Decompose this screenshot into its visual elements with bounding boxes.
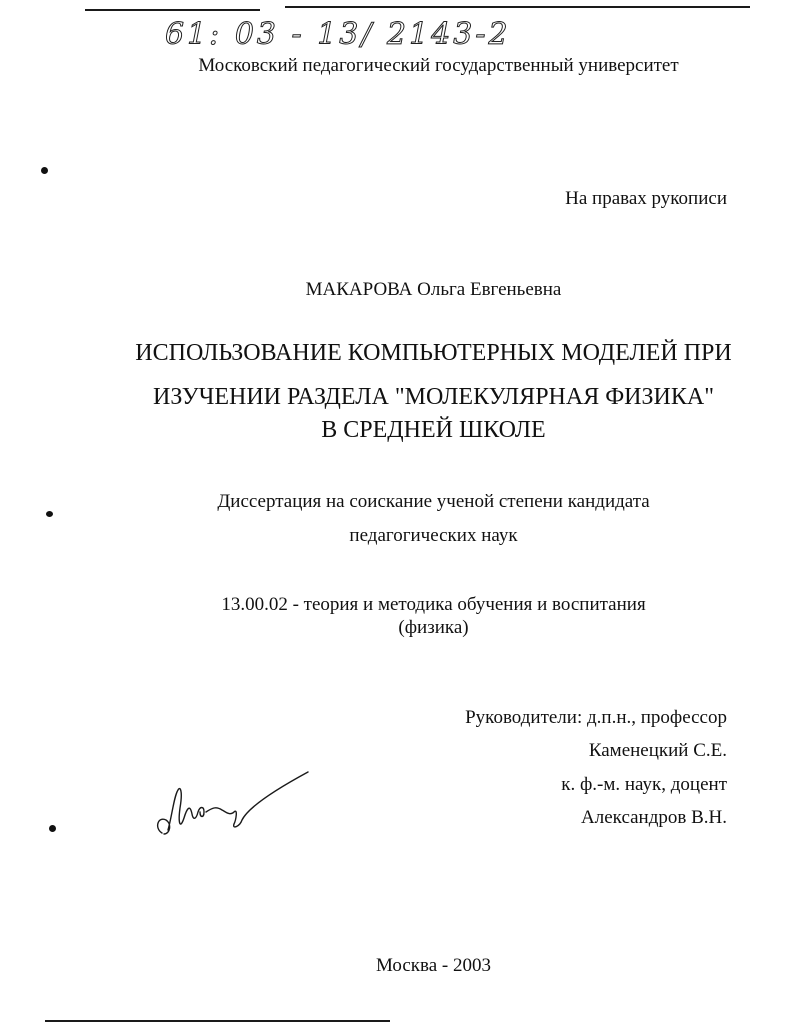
scan-top-edge-left <box>85 9 260 11</box>
specialty-line-2: (физика) <box>398 617 469 638</box>
manuscript-rights-note: На правах рукописи <box>565 188 727 209</box>
thesis-title-line-3: В СРЕДНЕЙ ШКОЛЕ <box>321 417 546 443</box>
supervisor-1-name: Каменецкий С.Е. <box>588 740 727 761</box>
place-and-year: Москва - 2003 <box>375 955 492 976</box>
supervisors-heading: Руководители: д.п.н., профессор <box>465 707 727 728</box>
author-name: МАКАРОВА Ольга Евгеньевна <box>305 279 562 300</box>
supervisor-2-name: Александров В.Н. <box>581 807 727 828</box>
punch-hole-bottom <box>49 825 56 832</box>
degree-line-1: Диссертация на соискание ученой степени кандидата <box>217 491 650 512</box>
specialty-line-1: 13.00.02 - теория и методика обучения и воспитания <box>221 594 646 615</box>
thesis-title-line-1: ИСПОЛЬЗОВАНИЕ КОМПЬЮТЕРНЫХ МОДЕЛЕЙ ПРИ <box>135 340 732 366</box>
university-name: Московский педагогический государственный университет <box>198 55 679 76</box>
scan-top-edge-right <box>285 6 750 8</box>
thesis-title-line-2: ИЗУЧЕНИИ РАЗДЕЛА "МОЛЕКУЛЯРНАЯ ФИЗИКА" <box>152 384 714 410</box>
scan-bottom-edge <box>45 1020 390 1022</box>
supervisor-2-degree: к. ф.-м. наук, доцент <box>561 774 727 795</box>
punch-hole-top <box>41 167 48 174</box>
degree-line-2: педагогических наук <box>349 525 518 546</box>
handwritten-signature <box>150 768 320 848</box>
archive-number: 61: 03 - 13/ 2143-2 <box>165 17 511 52</box>
